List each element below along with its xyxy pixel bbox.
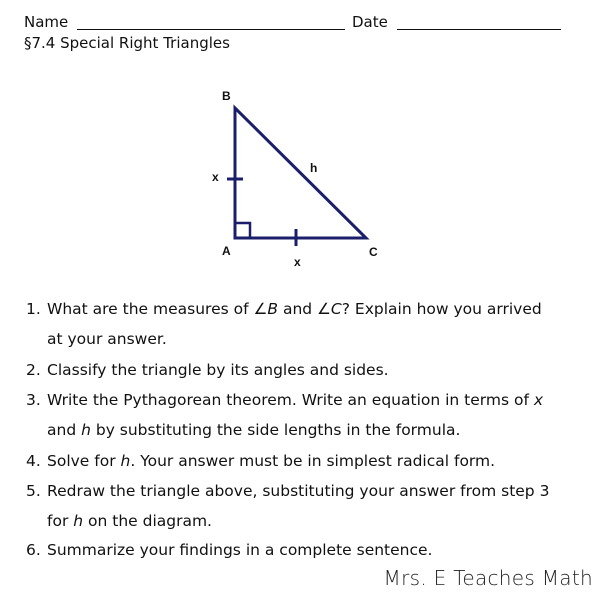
question-text-line [47, 294, 542, 324]
math-variable: h [73, 512, 84, 530]
side-ac-label: x [294, 255, 301, 269]
question-number: 4. [26, 452, 41, 470]
vertex-c-label: C [369, 245, 378, 259]
side-ab-label: x [212, 170, 219, 184]
date-label: Date [352, 13, 388, 31]
question-number: 3. [26, 391, 41, 409]
text-segment: by substituting the side lengths in the formula. [90, 421, 461, 439]
text-segment: What are the measures of [47, 300, 254, 318]
question-text-line [47, 415, 543, 445]
math-variable: h [81, 421, 91, 439]
math-variable: ∠B [253, 300, 279, 318]
question-text-line [47, 535, 432, 565]
question-text-line [47, 506, 549, 536]
text-segment: on the diagram. [83, 512, 212, 530]
text-segment: Solve for [47, 452, 121, 470]
text-segment: Redraw the triangle above, substituting your answer from step 3 [47, 482, 550, 500]
question-number: 5. [26, 482, 41, 500]
question-item [26, 446, 495, 476]
question-item [26, 535, 432, 565]
worksheet-title: §7.4 Special Right Triangles [24, 34, 230, 52]
text-segment: at your answer. [47, 330, 167, 348]
question-number: 6. [26, 541, 41, 559]
text-segment: Classify the triangle by its angles and sides. [47, 361, 389, 379]
text-segment: Write the Pythagorean theorem. Write an equation in terms of [47, 391, 534, 409]
math-variable: x [533, 391, 544, 409]
text-segment: ? Explain how you arrived [341, 300, 542, 318]
question-item [26, 294, 542, 354]
vertex-a-label: A [222, 244, 231, 258]
question-item [26, 476, 549, 536]
question-text-line [47, 355, 389, 385]
question-text-line [47, 324, 542, 354]
question-number: 2. [26, 361, 41, 379]
hypotenuse-label: h [310, 161, 318, 175]
math-variable: h [120, 452, 131, 470]
question-text-line [47, 476, 549, 506]
text-segment: and [47, 421, 82, 439]
name-label: Name [24, 13, 69, 31]
text-segment: and [278, 300, 318, 318]
question-number: 1. [26, 300, 41, 318]
text-segment: . Your answer must be in simplest radical form. [130, 452, 496, 470]
vertex-b-label: B [222, 89, 231, 103]
question-item [26, 385, 543, 445]
text-segment: for [47, 512, 74, 530]
question-item [26, 355, 389, 385]
text-segment: Summarize your findings in a complete sentence. [47, 541, 433, 559]
question-text-line [47, 446, 495, 476]
triangle-shape [227, 108, 366, 246]
math-variable: ∠C [317, 300, 342, 318]
question-text-line [47, 385, 543, 415]
author-credit: Mrs. E Teaches Math [383, 566, 593, 590]
